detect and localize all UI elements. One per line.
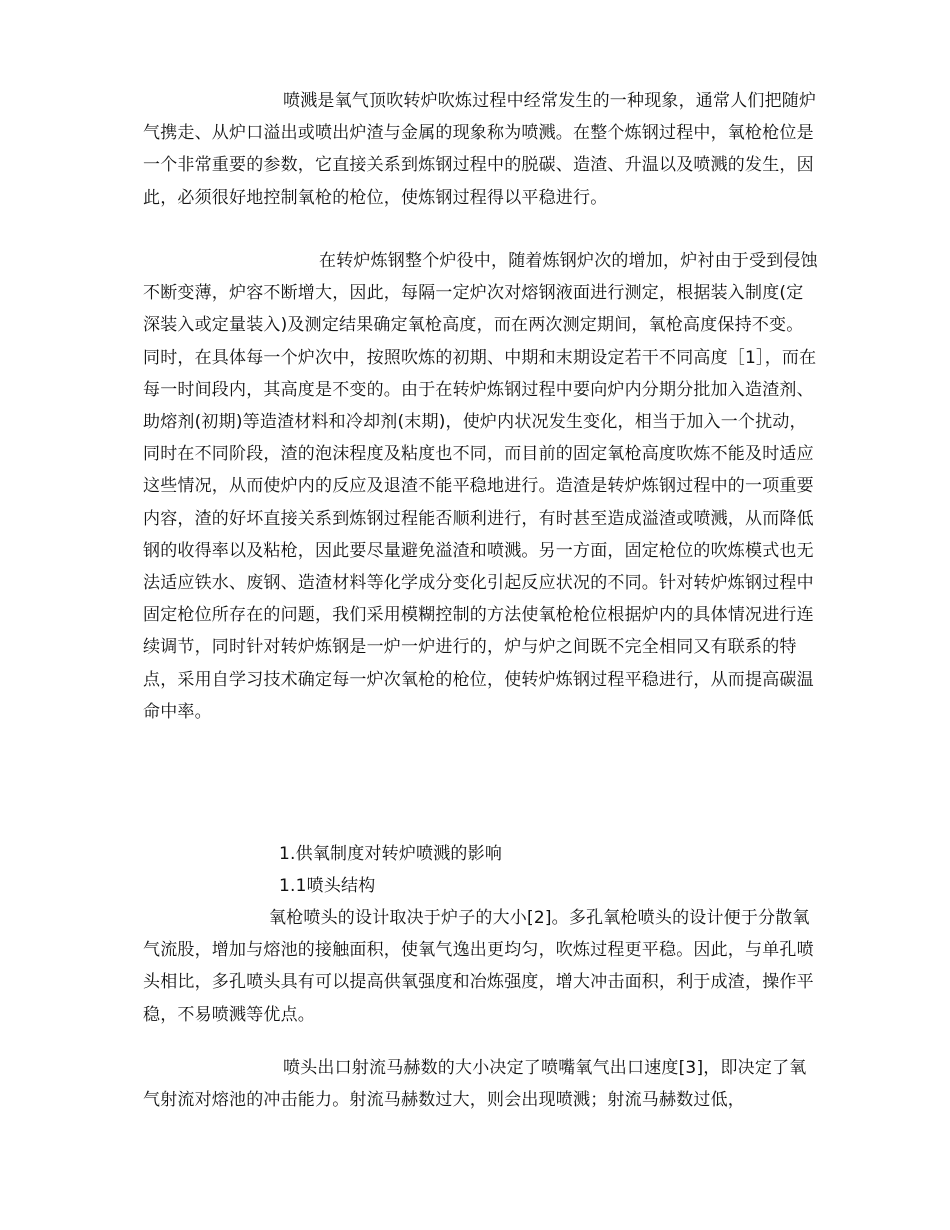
subsection-heading: 1.1喷头结构 <box>279 876 376 896</box>
paragraph-mach-number: 喷头出口射流马赫数的大小决定了喷嘴氧气出口速度[3]，即决定了氧气射流对熔池的冲击能力。射流马赫数过大，则会出现喷溅；射流马赫数过低， <box>143 1058 807 1111</box>
paragraph-lance-height-problem: 在转炉炼钢整个炉役中，随着炼钢炉次的增加，炉衬由于受到侵蚀不断变薄，炉容不断增大，因此，每隔一定炉次对熔钢液面进行测定，根据装入制度(定深装入或定量装入)及测定结果确定氧枪高度，而在两次测定期间，氧枪高度保持不变。同时，在具体每一个炉次中，按照吹炼的初期、中期和末期设定若干不同高度［1］，而在每一时间段内，其高度是不变的。由于在转炉炼钢过程中要向炉内分期分批加入造渣剂、助熔剂(初期)等造渣材料和冷却剂(末期)，使炉内状况发生变化，相当于加入一个扰动，同时在不同阶段，渣的泡沫程度及粘度也不同，而目前的固定氧枪高度吹炼不能及时适应这些情况，从而使炉内的反应及退渣不能平稳地进行。造渣是转炉炼钢过程中的一项重要内容，渣的好坏直接关系到炼钢过程能否顺利进行，有时甚至造成溢渣或喷溅，从而降低钢的收得率以及粘枪，因此要尽量避免溢渣和喷溅。另一方面，固定枪位的吹炼模式也无法适应铁水、废钢、造渣材料等化学成分变化引起反应状况的不同。针对转炉炼钢过程中固定枪位所存在的问题，我们采用模糊控制的方法使氧枪枪位根据炉内的具体情况进行连续调节，同时针对转炉炼钢是一炉一炉进行的，炉与炉之间既不完全相同又有联系的特点，采用自学习技术确定每一炉次氧枪的枪位，使转炉炼钢过程平稳进行，从而提高碳温命中率。 <box>143 251 818 722</box>
paragraph-splash-intro: 喷溅是氧气顶吹转炉吹炼过程中经常发生的一种现象，通常人们把随炉气携走、从炉口溢出或喷出炉渣与金属的现象称为喷溅。在整个炼钢过程中，氧枪枪位是一个非常重要的参数，它直接关系到炼钢过程中的脱碳、造渣、升温以及喷溅的发生，因此，必须很好地控制氧枪的枪位，使炼钢过程得以平稳进行。 <box>143 91 817 208</box>
section-heading: 1.供氧制度对转炉喷溅的影响 <box>279 844 503 864</box>
paragraph-nozzle-structure: 氧枪喷头的设计取决于炉子的大小[2]。多孔氧枪喷头的设计便于分散氧气流股，增加与熔池的接触面积，使氧气逸出更均匀，吹炼过程更平稳。因此，与单孔喷头相比，多孔喷头具有可以提高供氧强度和冶炼强度，增大冲击面积，利于成渣，操作平稳，不易喷溅等优点。 <box>143 908 814 1025</box>
